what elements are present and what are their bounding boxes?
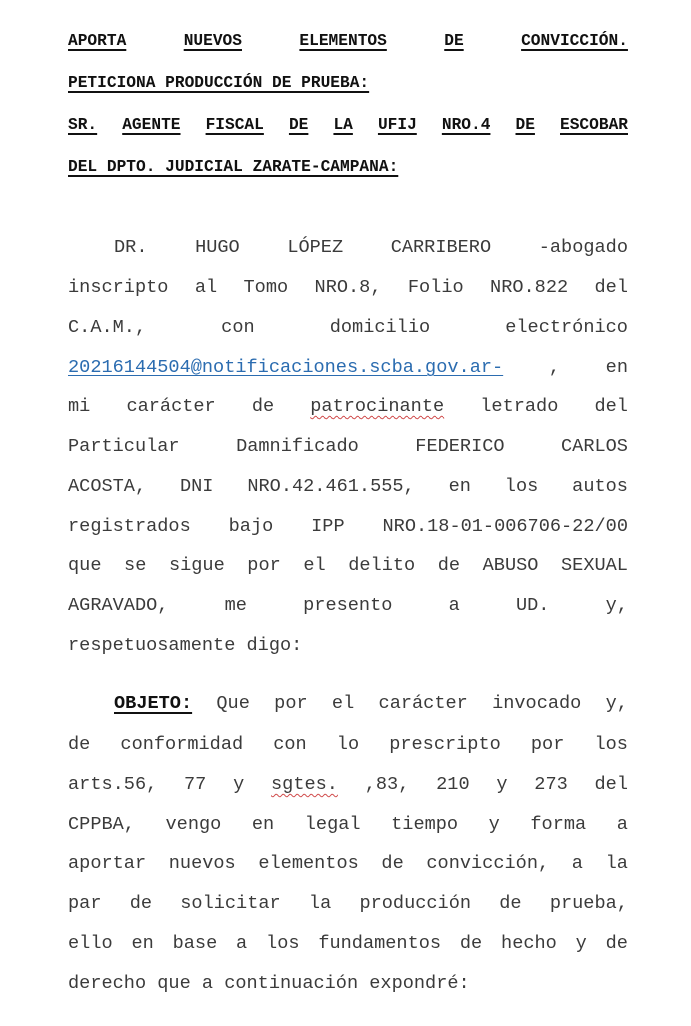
p1-line-11: respetuosamente digo: [68,635,303,656]
heading-word: DE [515,116,535,134]
word: por [274,693,308,714]
word: 77 [184,774,207,795]
word: LÓPEZ [287,237,344,258]
objeto-label: OBJETO: [114,693,193,714]
word: C.A.M., [68,317,147,338]
word: por [247,555,281,576]
word: de [459,933,483,954]
word: base [172,933,218,954]
word: fundamentos [318,933,442,954]
word: en [448,476,471,497]
word: de [68,734,91,755]
word: a [236,933,248,954]
word: a [616,814,628,835]
word: se [124,555,147,576]
word: de [251,396,275,417]
p2-line-3 [68,774,628,796]
word: con [221,317,255,338]
heading-word: SR. [68,116,98,134]
word: NRO.18-01-006706-22/00 [382,516,628,537]
word: UD. [515,595,550,616]
word: el [303,555,326,576]
word: presento [303,595,393,616]
word: FEDERICO [415,436,505,457]
word: en [131,933,154,954]
word: bajo [228,516,274,537]
word: legal [304,814,361,835]
word: letrado [480,396,559,417]
p2-line-8: derecho que a continuación expondré: [68,973,470,994]
word: NRO.42.461.555, [247,476,415,497]
word: , [548,357,560,378]
word: y [496,774,508,795]
p1-line-4 [68,357,628,379]
word: elementos [258,853,359,874]
word: a [448,595,460,616]
word: 273 [534,774,568,795]
heading-word: DE [444,32,464,50]
word: DNI [179,476,214,497]
word: lo [336,734,360,755]
word: prueba, [549,893,628,914]
heading-word: ELEMENTOS [299,32,387,50]
word: de [129,893,153,914]
word: invocado [492,693,582,714]
word: los [266,933,300,954]
p1-line-1 [114,237,628,259]
p2-line-7 [68,933,628,955]
word: tiempo [391,814,459,835]
word: nuevos [168,853,236,874]
word: delito [348,555,416,576]
word: CARRIBERO [390,237,492,258]
word: la [308,893,332,914]
p1-line-2 [68,277,628,299]
word: , [364,774,376,795]
word: autos [572,476,628,497]
word: a [571,853,583,874]
heading-word: NRO.4 [441,116,491,134]
word: del [594,277,628,298]
p2-line-2 [68,734,628,756]
word: con [273,734,307,755]
word: los [504,476,539,497]
word: aportar [68,853,147,874]
p1-line-5 [68,396,628,418]
word: carácter [378,693,468,714]
word: al [194,277,218,298]
word: el [331,693,355,714]
word: conformidad [120,734,244,755]
heading-line-4: DEL DPTO. JUDICIAL ZARATE-CAMPANA: [68,158,399,176]
word: CARLOS [561,436,628,457]
word: inscripto [68,277,169,298]
word: CPPBA, [68,814,135,835]
p2-line-6 [68,893,628,915]
word: SEXUAL [561,555,628,576]
heading-line-3 [68,115,628,135]
word: producción [359,893,472,914]
heading-word: DE [288,116,309,134]
word: la [605,853,628,874]
word: y, [605,693,628,714]
heading-word: ESCOBAR [560,116,628,134]
word: 83, [375,774,410,795]
heading-word: NUEVOS [183,32,242,50]
word: forma [530,814,587,835]
word: ello [68,933,113,954]
word: Folio [407,277,464,298]
p1-line-9 [68,555,628,577]
spellcheck-word: patrocinante [310,396,445,417]
p2-line-4 [68,814,628,836]
word: y [233,774,245,795]
word: NRO.8, [314,277,382,298]
word: mi [68,396,91,417]
word: ACOSTA, [68,476,147,497]
word: Que [216,693,250,714]
word: y [575,933,587,954]
p2-line-1 [114,693,628,715]
word: de [437,555,461,576]
heading-word: UFIJ [377,116,417,134]
heading-line-2: PETICIONA PRODUCCIÓN DE PRUEBA: [68,74,370,92]
word: carácter [126,396,216,417]
word: en [605,357,628,378]
heading-word: LA [333,116,353,134]
heading-word: APORTA [68,32,127,50]
word: los [594,734,628,755]
word: hecho [501,933,557,954]
word: de [605,933,628,954]
p1-line-3 [68,317,628,339]
p2-line-5 [68,853,628,875]
p1-line-8 [68,516,628,538]
word: vengo [165,814,222,835]
word: IPP [311,516,345,537]
word: y [488,814,500,835]
email-link[interactable]: 20216144504@notificaciones.scba.gov.ar- [68,357,504,378]
word: arts.56, [68,774,158,795]
word: del [594,774,628,795]
p1-line-6 [68,436,628,458]
word: domicilio [329,317,431,338]
word: que [68,555,102,576]
word: me [224,595,247,616]
spellcheck-word: sgtes. [271,774,338,795]
word: convicción, [426,853,550,874]
p1-line-7 [68,476,628,498]
word: sigue [168,555,225,576]
word: HUGO [195,237,240,258]
word: 210 [436,774,470,795]
word: ABUSO [482,555,539,576]
word: Damnificado [236,436,359,457]
word: de [499,893,522,914]
word: Particular [68,436,180,457]
heading-word: CONVICCIÓN. [521,32,628,50]
heading-word: FISCAL [205,116,264,134]
word: registrados [68,516,191,537]
word: y, [605,595,628,616]
word: del [594,396,628,417]
word: DR. [114,237,148,258]
word: por [530,734,565,755]
word: prescripto [389,734,501,755]
word: -abogado [538,237,628,258]
word: de [381,853,404,874]
p1-line-10 [68,595,628,617]
word: NRO.822 [490,277,569,298]
word: Tomo [243,277,289,298]
heading-line-1 [68,31,628,51]
word: par [68,893,102,914]
word: en [251,814,275,835]
word: AGRAVADO, [68,595,169,616]
heading-word: AGENTE [122,116,181,134]
word-group [365,774,410,796]
word: solicitar [180,893,281,914]
word: electrónico [505,317,628,338]
